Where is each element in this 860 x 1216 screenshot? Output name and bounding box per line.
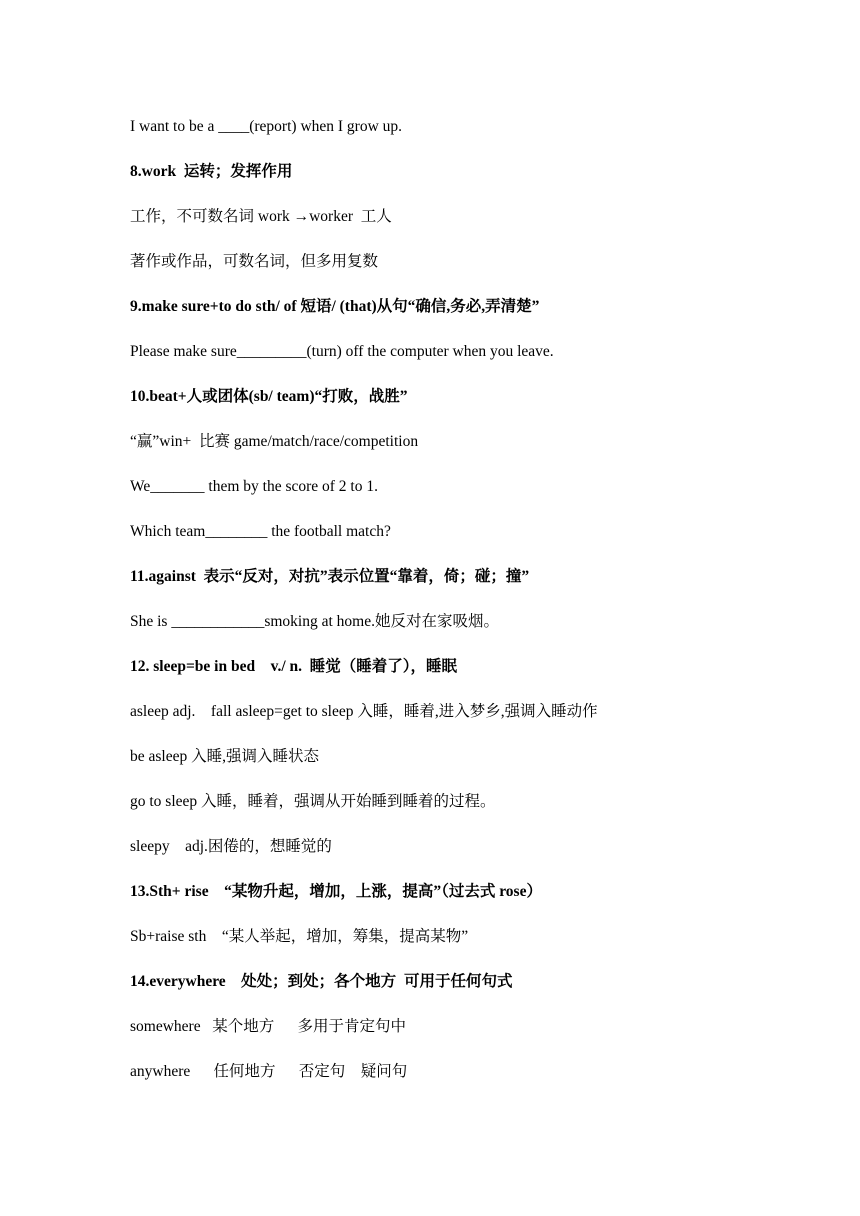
- section-heading: 8.work 运转；发挥作用: [130, 163, 293, 180]
- text-line: sleepy adj.困倦的，想睡觉的: [130, 838, 332, 855]
- text-line: somewhere 某个地方 多用于肯定句中: [130, 1018, 406, 1035]
- text-line: “赢”win+ 比赛 game/match/race/competition: [130, 433, 419, 450]
- text-line: go to sleep 入睡，睡着，强调从开始睡到睡着的过程。: [130, 793, 496, 810]
- text-line: asleep adj. fall asleep=get to sleep 入睡，睡着,进入梦乡,强调入睡动作: [130, 703, 598, 720]
- text-line: Sb+raise sth “某人举起，增加，筹集，提高某物”: [130, 928, 469, 945]
- section-heading: 14.everywhere 处处；到处；各个地方 可用于任何句式: [130, 973, 513, 990]
- text-line: anywhere 任何地方 否定句 疑问句: [130, 1063, 408, 1080]
- section-heading: 9.make sure+to do sth/ of 短语/ (that)从句“确信,务必,弄清楚”: [130, 298, 540, 315]
- section-heading: 12. sleep=be in bed v./ n. 睡觉（睡着了），睡眠: [130, 658, 458, 675]
- section-heading: 11.against 表示“反对，对抗”表示位置“靠着，倚；碰；撞”: [130, 568, 530, 585]
- text-line: We_______ them by the score of 2 to 1.: [130, 478, 378, 495]
- section-heading: 10.beat+人或团体(sb/ team)“打败，战胜”: [130, 388, 408, 405]
- text-line: be asleep 入睡,强调入睡状态: [130, 748, 319, 765]
- section-heading: 13.Sth+ rise “某物升起，增加，上涨，提高”（过去式 rose）: [130, 883, 542, 900]
- text-line: Which team________ the football match?: [130, 523, 391, 540]
- text-line: 工作，不可数名词 work →worker 工人: [130, 208, 392, 225]
- text-line: She is ____________smoking at home.她反对在家吸烟。: [130, 613, 499, 630]
- text-line: 著作或作品，可数名词，但多用复数: [130, 253, 379, 270]
- text-line: Please make sure_________(turn) off the computer when you leave.: [130, 343, 554, 360]
- text-line: I want to be a ____(report) when I grow up.: [130, 118, 403, 135]
